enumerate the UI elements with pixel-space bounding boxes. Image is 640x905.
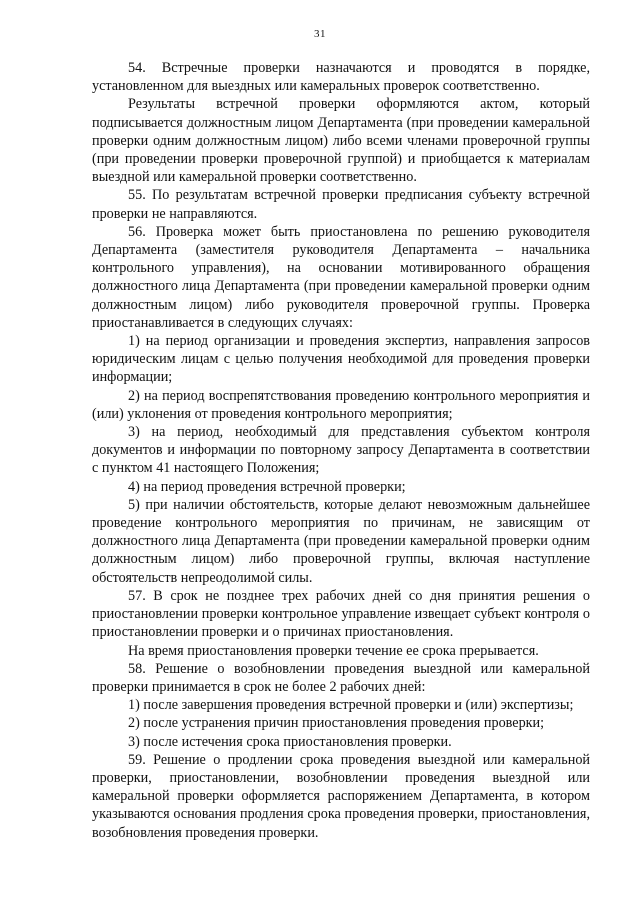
paragraph-58: 58. Решение о возобновлении проведения выездной или камеральной проверки принимается в срок не более 2 рабочих дней: xyxy=(92,660,590,695)
list-item-58-3: 3) после истечения срока приостановления проверки. xyxy=(128,733,452,750)
list-item-58-2: 2) после устранения причин приостановления проведения проверки; xyxy=(128,715,545,732)
paragraph-54: 54. Встречные проверки назначаются и проводятся в порядке, установленном для выездных или камеральных проверок соответственно. xyxy=(92,60,590,95)
list-item-56-3: 3) на период, необходимый для представления субъектом контроля документов и информации по повторному запросу Департамента в соответствии с пунктом 41 настоящего Положения; xyxy=(92,424,590,477)
list-item-56-4: 4) на период проведения встречной проверки; xyxy=(128,478,406,495)
paragraph-59: 59. Решение о продлении срока проведения выездной или камеральной проверки, приостановлении, возобновлении проведения выездной или камеральной проверки оформляется распоряжением Департамента, в котором указываются основания продления срока проведения проверки, приостановления, возобновления проведения проверки. xyxy=(92,751,590,841)
list-item-56-1: 1) на период организации и проведения экспертиз, направления запросов юридическим лицам с целью получения необходимой для проведения проверки информации; xyxy=(92,333,590,386)
page-number: 31 xyxy=(314,28,326,40)
document-body xyxy=(92,59,590,842)
paragraph-57: 57. В срок не позднее трех рабочих дней со дня принятия решения о приостановлении проверки контрольное управление извещает субъект контроля о приостановлении проверки и о причинах приостановления. xyxy=(92,587,590,641)
list-item-56-5: 5) при наличии обстоятельств, которые делают невозможным дальнейшее проведение контрольного мероприятия по причинам, не зависящим от должностного лица Департамента (при проведении камеральной проверки одним должностным лицом) либо проверочной группы, включая наступление обстоятельств непреодолимой силы. xyxy=(92,496,590,586)
paragraph-suspension-term: На время приостановления проверки течение ее срока прерывается. xyxy=(128,642,539,659)
paragraph-56: 56. Проверка может быть приостановлена по решению руководителя Департамента (заместителя руководителя Департамента – начальника контрольного управления), на основании мотивированного обращения должностного лица Департамента (при проведении камеральной проверки одним должностным лицом) либо руководителя проверочной группы. Проверка приостанавливается в следующих случаях: xyxy=(92,223,590,331)
list-item-56-2: 2) на период воспрепятствования проведению контрольного мероприятия и (или) уклонения от проведения контрольного мероприятия; xyxy=(92,387,590,422)
list-item-58-1: 1) после завершения проведения встречной проверки и (или) экспертизы; xyxy=(128,697,574,714)
paragraph-counter-check-results: Результаты встречной проверки оформляются актом, который подписывается должностным лицом Департамента (при проведении камеральной проверки одним должностным лицом) либо всеми членами проверочной группы (при проведении проверки проверочной группой) и приобщается к материалам выездной или камеральной проверки соответственно. xyxy=(92,96,590,186)
paragraph-55: 55. По результатам встречной проверки предписания субъекту встречной проверки не направляются. xyxy=(92,187,590,222)
